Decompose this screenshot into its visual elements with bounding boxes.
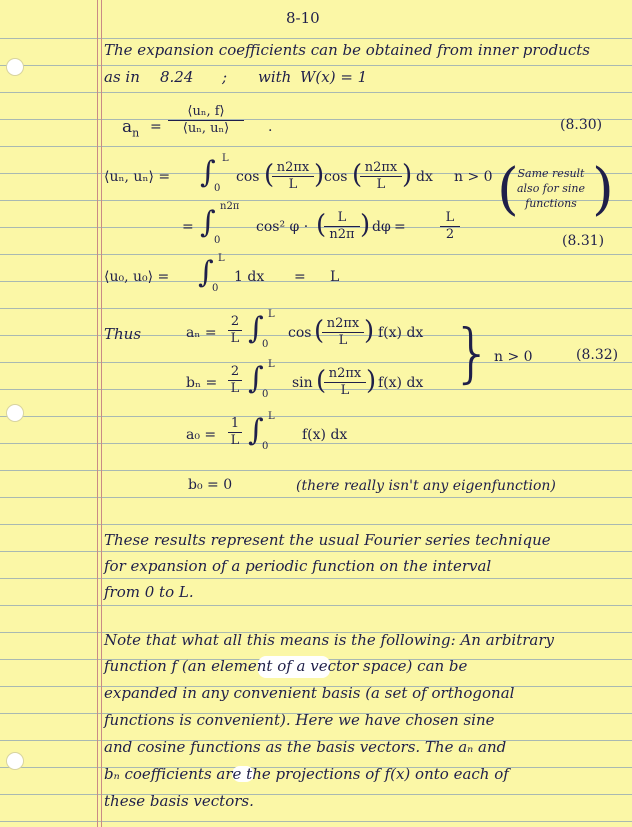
bn-coef (228, 364, 242, 397)
para1-line3: from 0 to L. (104, 583, 194, 601)
eq831-upper: L (222, 153, 229, 164)
an-arg-num: n2πx (322, 316, 364, 333)
an-fn: cos (288, 325, 312, 341)
an-coef (228, 314, 242, 347)
paren-close: ) (366, 366, 377, 396)
eq832-tag: (8.32) (576, 347, 619, 363)
paren-close: ) (402, 160, 413, 190)
para2-line2: function f (an element of a vector space) can be (104, 657, 468, 675)
right-brace: } (452, 317, 493, 391)
eq831-upper2: n2π (220, 201, 240, 212)
an-arg-den: L (338, 333, 348, 348)
margin-line-inner (101, 0, 102, 827)
eq-u0-lower: 0 (212, 283, 219, 294)
an-rest: f(x) dx (378, 325, 424, 341)
a0-coef (228, 416, 242, 449)
eq831-cos1: cos (236, 169, 260, 185)
intro-line-2a: as in (104, 68, 140, 86)
eq832-cond: n > 0 (494, 349, 533, 365)
para2-line6: bₙ coefficients are the projections of f(x) onto each of (104, 765, 509, 783)
paren-open: ( (264, 160, 275, 190)
bn-coef-den: L (230, 381, 240, 396)
intro-with: with (258, 68, 292, 86)
eq831-result-den: 2 (445, 227, 455, 242)
eq831-result-num: L (440, 210, 460, 227)
eq831-factor-num: L (324, 210, 360, 227)
eq831-tag: (8.31) (562, 233, 605, 249)
integral-sign: ∫ (248, 361, 264, 396)
eq831-cos2: cos (324, 169, 348, 185)
eq831-note: Same result also for sine functions (516, 167, 586, 210)
a0-coef-den: L (230, 433, 240, 448)
eq831-arg2 (360, 160, 402, 193)
eq830-equals: = (150, 119, 162, 135)
eq830-denominator: ⟨uₙ, uₙ⟩ (182, 121, 230, 136)
a0-rest: f(x) dx (302, 427, 348, 443)
a0-coef-num: 1 (228, 416, 242, 433)
bn-arg-num: n2πx (324, 366, 366, 383)
binder-hole-middle (6, 404, 24, 422)
eq831-line2-equals: = (182, 219, 194, 235)
para2-line5: and cosine functions as the basis vectors. The aₙ and (104, 738, 507, 756)
para1-line2: for expansion of a periodic function on the interval (104, 557, 492, 575)
para2-line1: Note that what all this means is the following: An arbitrary (104, 631, 555, 649)
eq831-lower: 0 (214, 183, 221, 194)
paren-close: ) (360, 210, 371, 240)
a0-lhs: a₀ = (186, 427, 217, 443)
paren-open: ( (314, 316, 325, 346)
paren-open: ( (352, 160, 363, 190)
an-arg (322, 316, 364, 349)
integral-sign: ∫ (248, 311, 264, 346)
eq831-lower2: 0 (214, 235, 221, 246)
integral-sign: ∫ (198, 255, 214, 290)
bn-rest: f(x) dx (378, 375, 424, 391)
an-coef-num: 2 (228, 314, 242, 331)
binder-hole-top (6, 58, 24, 76)
paren-close: ) (364, 316, 375, 346)
eq-u0-lhs: ⟨u₀, u₀⟩ = (104, 269, 170, 285)
an-coef-den: L (230, 331, 240, 346)
bn-coef-num: 2 (228, 364, 242, 381)
para1-line1: These results represent the usual Fourier series technique (104, 531, 551, 549)
paren-close: ) (314, 160, 325, 190)
paren-open: ( (316, 366, 327, 396)
eq831-arg1-den: L (288, 177, 298, 192)
bn-lhs: bₙ = (186, 375, 218, 391)
eq831-arg1 (272, 160, 314, 193)
eq830-fraction (168, 104, 244, 137)
eq831-factor (324, 210, 360, 243)
eq830-dot: . (268, 119, 273, 135)
eq-u0-upper: L (218, 253, 225, 264)
integral-sign: ∫ (200, 155, 216, 190)
integral-sign: ∫ (200, 205, 216, 240)
eq831-arg1-num: n2πx (272, 160, 314, 177)
intro-ref: 8.24 (160, 68, 194, 86)
intro-weight: W(x) = 1 (300, 68, 368, 86)
a0-upper: L (268, 411, 275, 422)
eq830-lhs: $a_n$ (122, 117, 140, 140)
eq831-cond: n > 0 (454, 169, 493, 185)
integral-sign: ∫ (248, 413, 264, 448)
bn-lower: 0 (262, 389, 269, 400)
an-lhs: aₙ = (186, 325, 217, 341)
para2-line3: expanded in any convenient basis (a set of orthogonal (104, 684, 515, 702)
intro-semicolon: ; (222, 68, 228, 86)
eq831-result (440, 210, 460, 243)
an-upper: L (268, 309, 275, 320)
note-paren-open: ( (497, 157, 519, 222)
eq831-lhs: ⟨uₙ, uₙ⟩ = (104, 169, 171, 185)
eq-u0-eq: = (294, 269, 306, 285)
eq831-dphi: dφ (372, 219, 391, 235)
an-lower: 0 (262, 339, 269, 350)
bn-fn: sin (292, 375, 313, 391)
bn-arg (324, 366, 366, 399)
binder-hole-bottom (6, 752, 24, 770)
a0-lower: 0 (262, 441, 269, 452)
bn-arg-den: L (340, 383, 350, 398)
eq831-cos-sq: cos² φ · (256, 219, 309, 235)
eq831-dx: dx (416, 169, 433, 185)
margin-line (97, 0, 98, 827)
eq-u0-rhs: L (330, 269, 340, 285)
eq830-numerator: ⟨uₙ, f⟩ (168, 104, 244, 121)
eq831-eq3: = (394, 219, 406, 235)
eq831-arg2-den: L (376, 177, 386, 192)
eq831-factor-den: n2π (329, 227, 355, 242)
eq-u0-integrand: 1 dx (234, 269, 265, 285)
thus-label: Thus (104, 325, 142, 343)
eq830-tag: (8.30) (560, 117, 603, 133)
b0-note: (there really isn't any eigenfunction) (296, 478, 556, 494)
note-paren-close: ) (592, 157, 614, 222)
page-number: 8-10 (286, 9, 320, 27)
eq831-arg2-num: n2πx (360, 160, 402, 177)
b0: b₀ = 0 (188, 477, 233, 493)
bn-upper: L (268, 359, 275, 370)
para2-line7: these basis vectors. (104, 792, 254, 810)
paren-open: ( (316, 210, 327, 240)
para2-line4: functions is convenient). Here we have chosen sine (104, 711, 495, 729)
intro-line-1: The expansion coefficients can be obtained from inner products (104, 41, 590, 59)
